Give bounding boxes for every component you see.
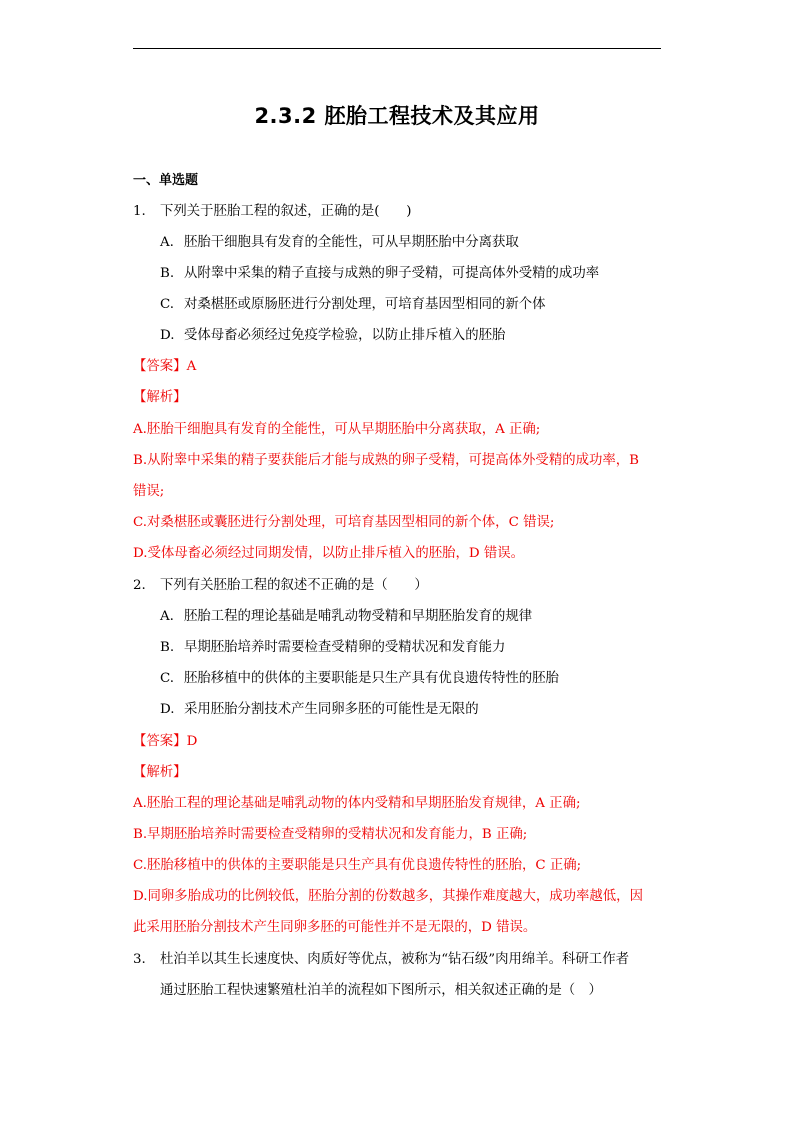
answer-label: 【答案】 bbox=[133, 359, 187, 374]
question-number: 1. bbox=[133, 204, 146, 219]
question-number: 3. bbox=[133, 952, 146, 967]
question-2-answer bbox=[133, 733, 197, 751]
option-text: 胚胎移植中的供体的主要职能是只生产具有优良遗传特性的胚胎 bbox=[184, 671, 559, 686]
option-text: 胚胎干细胞具有发育的全能性，可从早期胚胎中分离获取 bbox=[184, 235, 519, 250]
question-3-stem-continued: 通过胚胎工程快速繁殖杜泊羊的流程如下图所示，相关叙述正确的是（ ） bbox=[160, 983, 602, 998]
question-2-stem bbox=[133, 577, 428, 595]
option-letter: D. bbox=[160, 328, 175, 343]
question-1-option-d bbox=[160, 327, 505, 345]
option-letter: B. bbox=[160, 640, 175, 655]
option-letter: C. bbox=[160, 671, 175, 686]
question-2-option-c bbox=[160, 670, 559, 688]
question-1-stem bbox=[133, 203, 411, 221]
option-letter: B. bbox=[160, 266, 175, 281]
answer-value: A bbox=[186, 359, 197, 374]
analysis-line: B.从附睾中采集的精子要获能后才能与成熟的卵子受精，可提高体外受精的成功率，B bbox=[133, 453, 639, 468]
analysis-line: C.对桑椹胚或囊胚进行分割处理，可培育基因型相同的新个体，C 错误; bbox=[133, 515, 555, 530]
analysis-line: 错误; bbox=[133, 484, 165, 499]
option-letter: A. bbox=[160, 609, 174, 624]
question-1-answer bbox=[133, 358, 196, 376]
analysis-line: D.同卵多胎成功的比例较低，胚胎分割的份数越多，其操作难度越大，成功率越低，因 bbox=[133, 889, 643, 904]
option-text: 受体母畜必须经过免疫学检验，以防止排斥植入的胚胎 bbox=[184, 328, 506, 343]
question-text: 下列有关胚胎工程的叙述不正确的是（ ） bbox=[160, 578, 428, 593]
option-letter: C. bbox=[160, 297, 175, 312]
option-letter: A. bbox=[160, 235, 174, 250]
analysis-line: A.胚胎干细胞具有发育的全能性，可从早期胚胎中分离获取，A 正确; bbox=[133, 422, 541, 437]
analysis-line: C.胚胎移植中的供体的主要职能是只生产具有优良遗传特性的胚胎，C 正确; bbox=[133, 858, 582, 873]
option-letter: D. bbox=[160, 702, 175, 717]
question-text: 下列关于胚胎工程的叙述，正确的是( ) bbox=[160, 204, 412, 219]
question-text: 杜泊羊以其生长速度快、肉质好等优点，被称为“钻石级”肉用绵羊。科研工作者 bbox=[160, 952, 629, 967]
analysis-line: A.胚胎工程的理论基础是哺乳动物的体内受精和早期胚胎发育规律，A 正确; bbox=[133, 796, 581, 811]
question-1-analysis-label: 【解析】 bbox=[133, 390, 187, 405]
option-text: 早期胚胎培养时需要检查受精卵的受精状况和发育能力 bbox=[184, 640, 506, 655]
question-2-option-d bbox=[160, 701, 479, 719]
question-1-option-a bbox=[160, 234, 519, 252]
answer-label: 【答案】 bbox=[133, 734, 187, 749]
option-text: 采用胚胎分割技术产生同卵多胚的可能性是无限的 bbox=[184, 702, 479, 717]
header-rule bbox=[133, 48, 661, 49]
question-2-analysis-label: 【解析】 bbox=[133, 765, 187, 780]
analysis-line: D.受体母畜必须经过同期发情，以防止排斥植入的胚胎，D 错误。 bbox=[133, 546, 525, 561]
question-2-option-a bbox=[160, 608, 532, 626]
analysis-line: B.早期胚胎培养时需要检查受精卵的受精状况和发育能力，B 正确; bbox=[133, 827, 528, 842]
question-1-option-b bbox=[160, 265, 599, 283]
option-text: 从附睾中采集的精子直接与成熟的卵子受精，可提高体外受精的成功率 bbox=[184, 266, 600, 281]
section-heading: 一、单选题 bbox=[133, 173, 199, 188]
answer-value: D bbox=[186, 734, 198, 749]
analysis-line: 此采用胚胎分割技术产生同卵多胚的可能性并不是无限的，D 错误。 bbox=[133, 920, 537, 935]
document-title: 2.3.2 胚胎工程技术及其应用 bbox=[254, 104, 540, 128]
question-number: 2. bbox=[133, 578, 146, 593]
option-text: 胚胎工程的理论基础是哺乳动物受精和早期胚胎发育的规律 bbox=[184, 609, 533, 624]
question-3-stem bbox=[133, 951, 629, 969]
question-1-option-c bbox=[160, 296, 546, 314]
question-2-option-b bbox=[160, 639, 505, 657]
option-text: 对桑椹胚或原肠胚进行分割处理，可培育基因型相同的新个体 bbox=[184, 297, 546, 312]
